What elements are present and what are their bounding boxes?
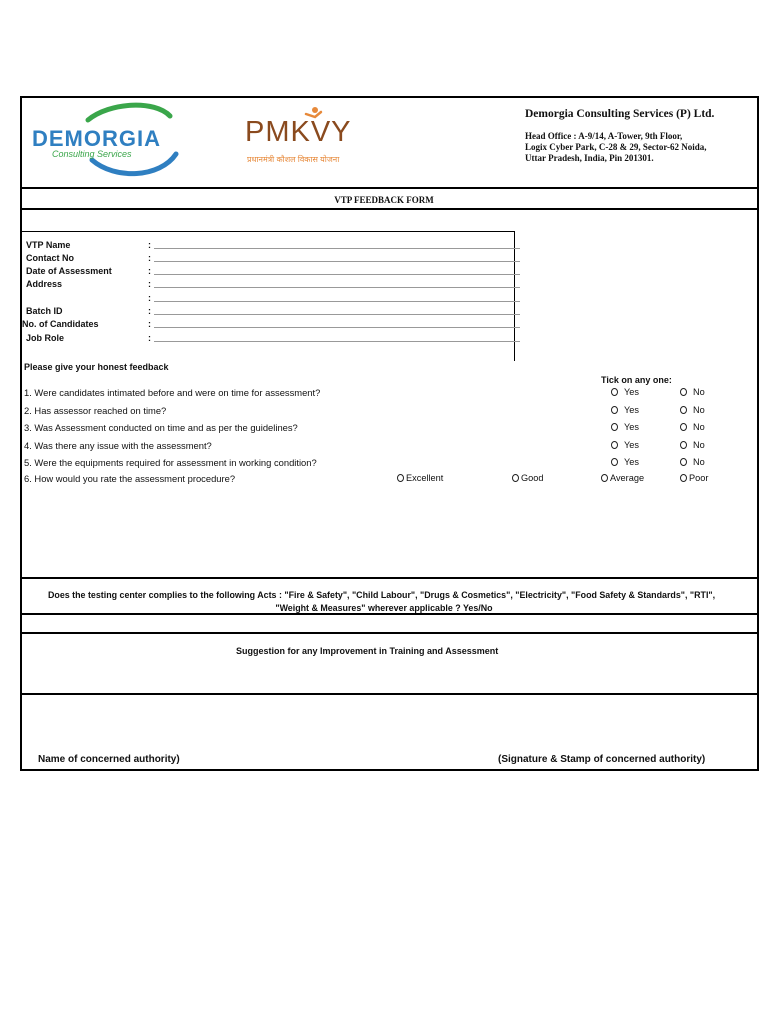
address-line-2: Logix Cyber Park, C-28 & 29, Sector-62 Noida, xyxy=(525,142,707,152)
field-input-line[interactable] xyxy=(154,314,520,315)
option-yes-label: Yes xyxy=(624,457,639,467)
demorgia-logo-sub: Consulting Services xyxy=(52,149,132,159)
radio-yes-icon[interactable] xyxy=(611,441,618,449)
question-text: 2. Has assessor reached on time? xyxy=(24,405,167,416)
option-no-label: No xyxy=(693,405,705,415)
field-label: Batch ID xyxy=(26,306,63,316)
option-yes[interactable] xyxy=(611,405,639,415)
radio-good-icon[interactable] xyxy=(512,474,519,482)
field-input-line[interactable] xyxy=(154,248,520,249)
option-no[interactable] xyxy=(680,422,705,432)
option-yes-label: Yes xyxy=(624,405,639,415)
acts-bottom-rule xyxy=(20,613,759,615)
demorgia-logo-text: DEMORGIA xyxy=(32,126,161,151)
radio-poor-icon[interactable] xyxy=(680,474,687,482)
title-top-rule xyxy=(20,187,759,189)
field-label: VTP Name xyxy=(26,240,71,250)
field-separator: : xyxy=(148,240,151,250)
rating-good[interactable] xyxy=(512,473,543,483)
concerned-authority-name: Name of concerned authority) xyxy=(38,754,180,765)
option-yes-label: Yes xyxy=(624,387,639,397)
option-no-label: No xyxy=(693,422,705,432)
radio-no-icon[interactable] xyxy=(680,441,687,449)
field-separator: : xyxy=(148,253,151,263)
question-text: 3. Was Assessment conducted on time and as per the guidelines? xyxy=(24,422,298,433)
option-no-label: No xyxy=(693,457,705,467)
option-no-label: No xyxy=(693,387,705,397)
frame-bottom xyxy=(20,769,759,771)
option-yes[interactable] xyxy=(611,440,639,450)
pmkvy-logo-text: PMKVY xyxy=(245,116,352,148)
pmkvy-logo xyxy=(245,106,370,168)
address-line-1: Head Office : A-9/14, A-Tower, 9th Floor, xyxy=(525,131,683,141)
company-name: Demorgia Consulting Services (P) Ltd. xyxy=(525,108,715,120)
feedback-heading: Please give your honest feedback xyxy=(24,362,169,372)
radio-no-icon[interactable] xyxy=(680,423,687,431)
rating-average-label: Average xyxy=(610,473,645,483)
suggestion-bottom-rule xyxy=(20,693,759,695)
details-box-top xyxy=(20,231,515,232)
field-label: Date of Assessment xyxy=(26,266,112,276)
field-separator: : xyxy=(148,333,151,343)
rating-average[interactable] xyxy=(601,473,644,483)
rating-poor[interactable] xyxy=(680,473,708,483)
tick-instruction: Tick on any one: xyxy=(601,375,672,385)
option-no[interactable] xyxy=(680,440,705,450)
field-input-line[interactable] xyxy=(154,327,520,328)
question-text: 1. Were candidates intimated before and were on time for assessment? xyxy=(24,387,321,398)
radio-no-icon[interactable] xyxy=(680,458,687,466)
pmkvy-tagline: प्रधानमंत्री कौशल विकास योजना xyxy=(247,155,340,164)
question-text: 5. Were the equipments required for assessment in working condition? xyxy=(24,457,317,468)
acts-line-2: "Weight & Measures" wherever applicable ? Yes/No xyxy=(275,603,493,613)
option-yes-label: Yes xyxy=(624,440,639,450)
option-yes-label: Yes xyxy=(624,422,639,432)
concerned-authority-signature: (Signature & Stamp of concerned authority) xyxy=(498,754,706,765)
option-yes[interactable] xyxy=(611,387,639,397)
option-no[interactable] xyxy=(680,405,705,415)
option-no[interactable] xyxy=(680,457,705,467)
field-input-line[interactable] xyxy=(154,287,520,288)
field-separator: : xyxy=(148,306,151,316)
option-no-label: No xyxy=(693,440,705,450)
radio-yes-icon[interactable] xyxy=(611,388,618,396)
field-label: Job Role xyxy=(26,333,65,343)
field-label: Address xyxy=(26,279,63,289)
title-bottom-rule xyxy=(20,208,759,210)
rating-good-label: Good xyxy=(521,473,544,483)
option-yes[interactable] xyxy=(611,422,639,432)
field-input-line[interactable] xyxy=(154,341,520,342)
field-separator: : xyxy=(148,279,151,289)
field-input-line[interactable] xyxy=(154,274,520,275)
blank-row-rule xyxy=(20,632,759,634)
field-label: No. of Candidates xyxy=(22,319,99,329)
radio-yes-icon[interactable] xyxy=(611,423,618,431)
frame-top xyxy=(20,96,759,98)
radio-no-icon[interactable] xyxy=(680,406,687,414)
demorgia-logo xyxy=(30,102,190,180)
radio-yes-icon[interactable] xyxy=(611,458,618,466)
form-title: VTP FEEDBACK FORM xyxy=(334,195,434,205)
field-separator: : xyxy=(148,293,151,303)
field-label: Contact No xyxy=(26,253,74,263)
field-input-line[interactable] xyxy=(154,301,520,302)
question-text: 4. Was there any issue with the assessment? xyxy=(24,440,212,451)
pmkvy-figure-icon xyxy=(303,106,323,130)
acts-line-1: Does the testing center complies to the following Acts : "Fire & Safety", "Child Labour", "Drugs & Cosmetics", "Electricity", "Food Safety & Standards", "RTI", xyxy=(48,590,716,600)
option-yes[interactable] xyxy=(611,457,639,467)
rating-poor-label: Poor xyxy=(689,473,709,483)
rating-question: 6. How would you rate the assessment procedure? xyxy=(24,473,236,484)
rating-excellent-label: Excellent xyxy=(406,473,444,483)
rating-excellent[interactable] xyxy=(397,473,443,483)
option-no[interactable] xyxy=(680,387,705,397)
radio-excellent-icon[interactable] xyxy=(397,474,404,482)
suggestion-heading: Suggestion for any Improvement in Training and Assessment xyxy=(236,646,499,656)
field-separator: : xyxy=(148,266,151,276)
radio-average-icon[interactable] xyxy=(601,474,608,482)
field-input-line[interactable] xyxy=(154,261,520,262)
radio-yes-icon[interactable] xyxy=(611,406,618,414)
address-line-3: Uttar Pradesh, India, Pin 201301. xyxy=(525,153,654,163)
radio-no-icon[interactable] xyxy=(680,388,687,396)
acts-top-rule xyxy=(20,577,759,579)
field-separator: : xyxy=(148,319,151,329)
